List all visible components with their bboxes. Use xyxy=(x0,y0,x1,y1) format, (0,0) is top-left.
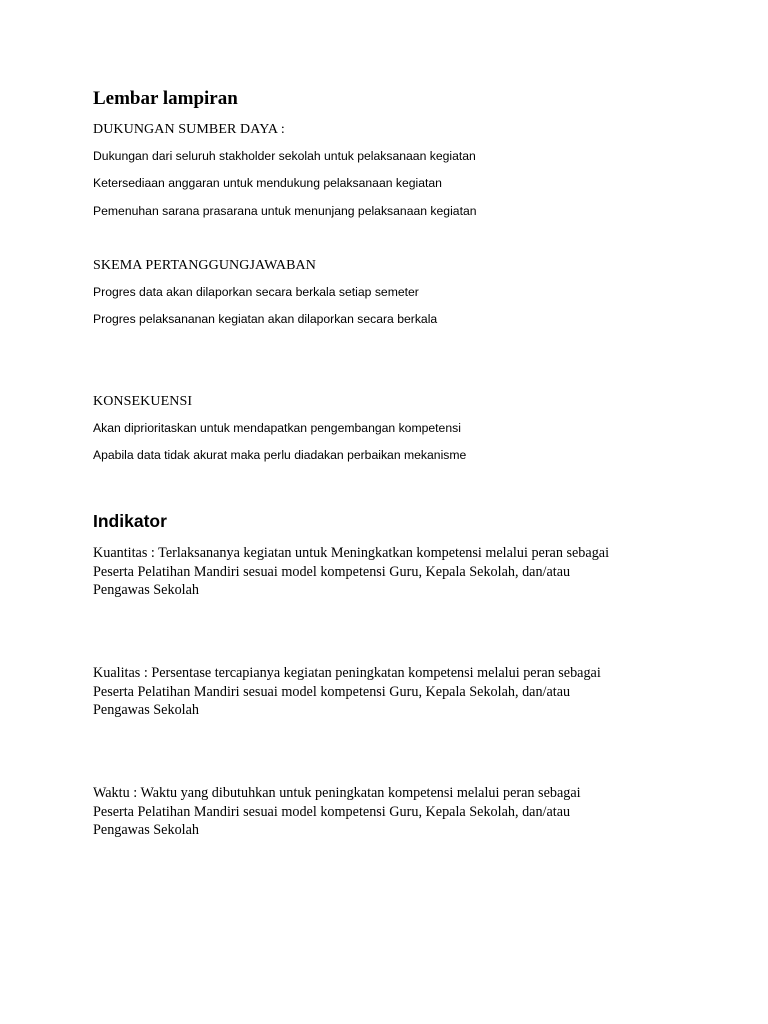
konsekuensi-item: Apabila data tidak akurat maka perlu diadakan perbaikan mekanisme xyxy=(93,448,467,462)
paragraph-line: Kualitas : Persentase tercapianya kegiatan peningkatan kompetensi melalui peran sebagai xyxy=(93,665,601,681)
indikator-waktu-paragraph xyxy=(93,784,683,840)
indikator-heading: Indikator xyxy=(93,511,167,531)
paragraph-line: Pengawas Sekolah xyxy=(93,582,199,598)
skema-item: Progres data akan dilaporkan secara berkala setiap semeter xyxy=(93,285,419,299)
paragraph-line: Waktu : Waktu yang dibutuhkan untuk peningkatan kompetensi melalui peran sebagai xyxy=(93,785,581,801)
dukungan-heading: DUKUNGAN SUMBER DAYA : xyxy=(93,122,285,137)
page-title: Lembar lampiran xyxy=(93,88,238,109)
konsekuensi-heading: KONSEKUENSI xyxy=(93,394,193,409)
konsekuensi-item: Akan diprioritaskan untuk mendapatkan pengembangan kompetensi xyxy=(93,421,461,435)
dukungan-item: Dukungan dari seluruh stakholder sekolah untuk pelaksanaan kegiatan xyxy=(93,149,476,163)
indikator-kuantitas-paragraph xyxy=(93,544,683,600)
paragraph-line: Pengawas Sekolah xyxy=(93,702,199,718)
paragraph-line: Kuantitas : Terlaksananya kegiatan untuk Meningkatkan kompetensi melalui peran sebagai xyxy=(93,545,610,561)
paragraph-line: Pengawas Sekolah xyxy=(93,822,199,838)
skema-item: Progres pelaksananan kegiatan akan dilaporkan secara berkala xyxy=(93,312,438,326)
indikator-kualitas-paragraph xyxy=(93,664,683,720)
paragraph-line: Peserta Pelatihan Mandiri sesuai model kompetensi Guru, Kepala Sekolah, dan/atau xyxy=(93,683,571,700)
dukungan-item: Pemenuhan sarana prasarana untuk menunjang pelaksanaan kegiatan xyxy=(93,204,477,218)
dukungan-item: Ketersediaan anggaran untuk mendukung pelaksanaan kegiatan xyxy=(93,176,442,190)
paragraph-line: Peserta Pelatihan Mandiri sesuai model kompetensi Guru, Kepala Sekolah, dan/atau xyxy=(93,563,571,580)
paragraph-line: Peserta Pelatihan Mandiri sesuai model kompetensi Guru, Kepala Sekolah, dan/atau xyxy=(93,803,571,820)
skema-heading: SKEMA PERTANGGUNGJAWABAN xyxy=(93,258,316,273)
